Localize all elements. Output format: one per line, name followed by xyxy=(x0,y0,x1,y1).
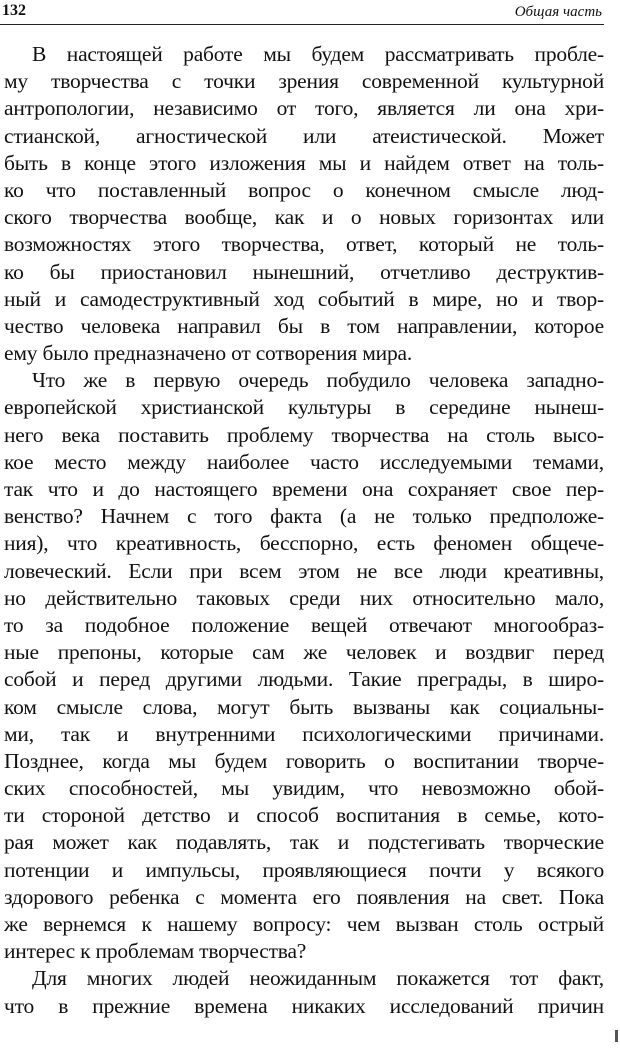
text-line: кое место между наиболее часто исследуемыми темами, xyxy=(4,449,604,474)
text-line: ского творчества вообще, как и о новых горизонтах или xyxy=(4,205,604,230)
text-line: ских способностей, мы увидим, что невозможно обой- xyxy=(4,776,604,801)
running-head xyxy=(0,0,604,25)
text-line: собой и перед другими людьми. Такие преграды, в широ- xyxy=(4,667,604,692)
text-line: ко бы приостановил нынешний, отчетливо деструктив- xyxy=(4,259,604,284)
text-line: потенции и импульсы, проявляющиеся почти у всякого xyxy=(4,857,604,882)
body-text xyxy=(4,41,604,1020)
text-line: то за подобное положение вещей отвечают многообраз- xyxy=(4,612,604,637)
text-line: здорового ребенка с момента его появления на свет. Пока xyxy=(4,884,604,909)
text-line: Позднее, когда мы будем говорить о воспитании творче- xyxy=(4,748,604,773)
text-line: венство? Начнем с того факта (а не только предположе- xyxy=(4,504,604,529)
text-line: него века поставить проблему творчества на столь высо- xyxy=(4,422,604,447)
text-line: ему было предназначено от сотворения мира. xyxy=(4,341,413,366)
text-line: европейской христианской культуры в середине нынеш- xyxy=(4,395,604,420)
text-line: рая может как подавлять, так и подстегивать творческие xyxy=(4,830,604,855)
text-line: Для многих людей неожиданным покажется тот факт, xyxy=(32,966,604,991)
text-line: интерес к проблемам творчества? xyxy=(4,939,307,964)
text-line: стианской, агностической или атеистической. Может xyxy=(4,123,604,148)
text-line: ми, так и внутренними психологическими причинами. xyxy=(4,721,604,746)
text-line: же вернемся к нашему вопросу: чем вызван столь острый xyxy=(4,912,604,936)
text-line: так что и до настоящего времени она сохраняет свое пер- xyxy=(4,477,604,501)
text-line: ти стороной детство и способ воспитания в семье, кото- xyxy=(4,803,604,828)
text-line: ные препоны, которые сам же человек и воздвиг перед xyxy=(4,640,604,665)
text-line: чество человека направил бы в том направлении, которое xyxy=(4,313,604,338)
text-line: В настоящей работе мы будем рассматривать пробле- xyxy=(32,42,604,66)
text-line: Что же в первую очередь побудило человека западно- xyxy=(32,368,604,393)
text-line: но действительно таковых среди них относительно мало, xyxy=(4,585,604,610)
text-line: ко что поставленный вопрос о конечном смысле люд- xyxy=(4,177,604,202)
text-line: ком смысле слова, могут быть вызваны как социальны- xyxy=(4,694,604,719)
text-line: возможностях этого творчества, ответ, который не толь- xyxy=(4,232,604,257)
text-line: му творчества с точки зрения современной культурной xyxy=(4,69,604,94)
text-line: что в прежние времена никаких исследований причин xyxy=(4,993,604,1018)
text-line: ный и самодеструктивный ход событий в мире, но и твор- xyxy=(4,286,604,311)
section-title: Общая часть xyxy=(514,4,602,20)
text-line: ния), что креативность, бесспорно, есть феномен общече- xyxy=(4,531,604,556)
text-line: быть в конце этого изложения мы и найдем ответ на толь- xyxy=(4,150,604,175)
text-line: ловеческий. Если при всем этом не все люди креативны, xyxy=(4,558,604,583)
text-line: антропологии, независимо от того, является ли она хри- xyxy=(4,96,604,121)
page-number: 132 xyxy=(2,2,26,19)
page-edge-mark xyxy=(615,1030,618,1042)
